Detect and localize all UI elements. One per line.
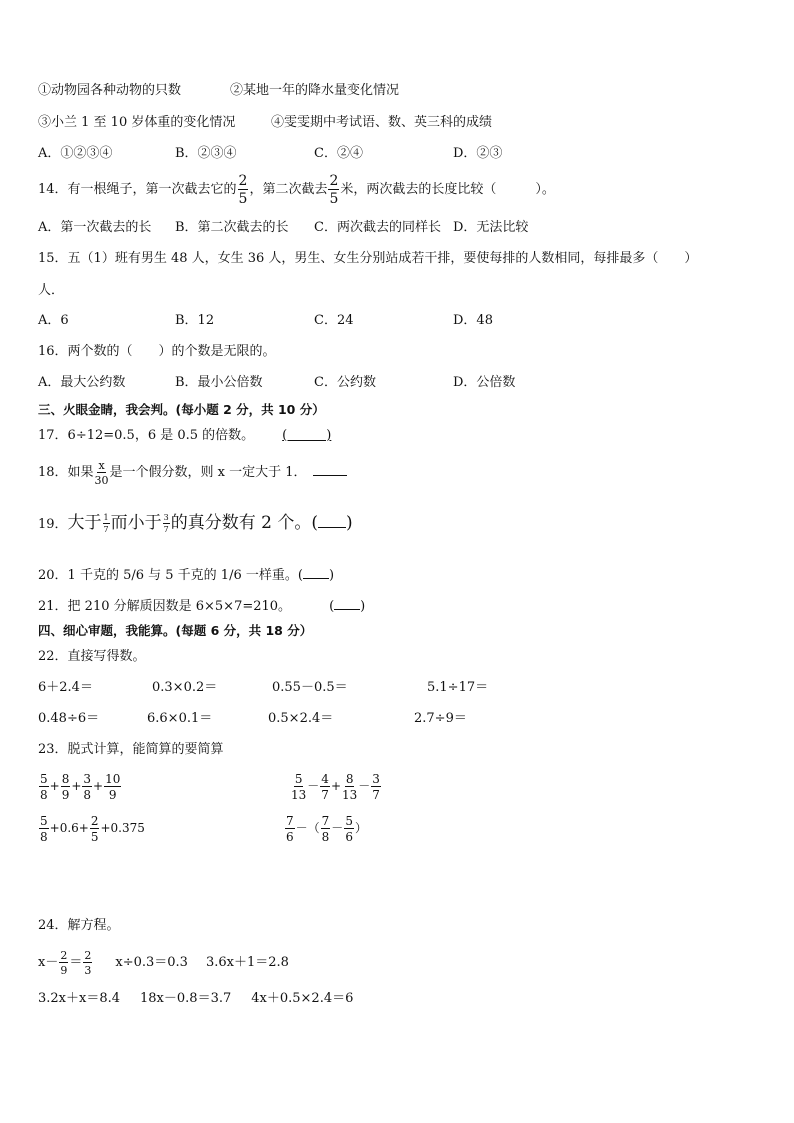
q22-item-2: 0.3×0.2＝ (152, 680, 218, 695)
q21-answer-blank[interactable] (334, 597, 360, 610)
q21-close-paren: ) (360, 599, 366, 614)
q22-item-4: 5.1÷17＝ (427, 680, 489, 695)
q23-e3-frac-2: $\frac{2}{5}$ (90, 813, 99, 844)
q15-choice-c: C．24 (314, 313, 354, 328)
section-3-heading: 三、火眼金睛，我会判。(每小题 2 分，共 10 分） (38, 402, 325, 417)
q20-close-paren: ) (328, 568, 335, 583)
q20-answer-blank[interactable] (303, 566, 329, 579)
option-2: ②某地一年的降水量变化情况 (230, 83, 400, 98)
q14-mid: ，第二次截去 (249, 182, 328, 197)
question-15-line2: 人． (38, 283, 65, 298)
option-3: ③小兰 1 至 10 岁体重的变化情况 (38, 115, 236, 130)
q23-e3-frac-1: $\frac{5}{8}$ (40, 813, 48, 844)
question-16: 16．两个数的（ ）的个数是无限的。 (38, 344, 276, 359)
question-24-title: 24．解方程。 (38, 918, 120, 933)
q13-choice-a: A．①②③④ (38, 146, 113, 161)
q14-choice-b: B．第二次截去的长 (175, 220, 289, 235)
q16-choice-a: A．最大公约数 (38, 375, 126, 390)
q18-fraction: $\frac{x}{30}$ (94, 458, 109, 487)
q21-text: 21．把 210 分解质因数是 6×5×7=210。 (38, 599, 292, 614)
q23-e4-frac-1: $\frac{7}{6}$ (286, 813, 294, 844)
q24-eq2: x÷0.3＝0.3 (115, 955, 188, 970)
q23-e2-frac-4: $\frac{3}{7}$ (372, 771, 380, 802)
q22-item-5: 0.48÷6＝ (38, 711, 100, 726)
q16-choice-c: C．公约数 (314, 375, 376, 390)
q14-choice-d: D．无法比较 (453, 220, 529, 235)
q23-e1-frac-3: $\frac{3}{8}$ (83, 771, 92, 802)
q22-item-6: 6.6×0.1＝ (147, 711, 213, 726)
question-23-title: 23．脱式计算，能简算的要简算 (38, 742, 224, 757)
q19-fraction-1: $\frac{1}{7}$ (103, 512, 109, 534)
q23-e1-frac-2: $\frac{8}{9}$ (61, 771, 70, 802)
q14-prefix: 14．有一根绳子，第一次截去它的 (38, 182, 237, 197)
question-21 (38, 597, 365, 615)
q23-expression-1: $\frac{5}{8}$ + $\frac{8}{9}$ + $\frac{3}{8}$ + $\frac{10}{9}$ (40, 771, 121, 802)
q24-eq1-frac-1: $\frac{2}{9}$ (60, 948, 68, 977)
q23-e1-frac-4: $\frac{10}{9}$ (105, 771, 121, 802)
q21-open-paren: ( (329, 599, 335, 614)
q24-eq6: 4x＋0.5×2.4＝6 (251, 991, 354, 1006)
question-18 (38, 455, 347, 491)
q18-suffix: 是一个假分数，则 x 一定大于 1． (109, 465, 307, 480)
question-15-line1: 15．五（1）班有男生 48 人，女生 36 人，男生、女生分别站成若干排，要使每排的人数相同，每排最多（ ） (38, 251, 698, 266)
option-4: ④雯雯期中考试语、数、英三科的成绩 (271, 115, 493, 130)
q22-item-3: 0.55－0.5＝ (272, 680, 348, 695)
q24-row-1: x－ $\frac{2}{9}$ ＝ $\frac{2}{3}$ x÷0.3＝0.3 3.6x＋1＝2.8 (38, 948, 289, 977)
q17-blank: ( ) (282, 428, 332, 443)
q15-choice-b: B．12 (175, 313, 215, 328)
q13-choice-b: B．②③④ (175, 146, 237, 161)
q14-suffix: 米，两次截去的长度比较（ ）。 (340, 182, 555, 197)
q19-answer-blank[interactable] (318, 513, 346, 528)
question-20 (38, 566, 334, 584)
q19-text-c: 的真分数有 2 个。( (170, 513, 318, 533)
q23-e4-frac-3: $\frac{5}{6}$ (345, 813, 353, 844)
q20-text: 20．1 千克的 5/6 与 5 千克的 1/6 一样重。( (38, 568, 303, 583)
option-1: ①动物园各种动物的只数 (38, 83, 182, 98)
q13-choice-d: D．②③ (453, 146, 503, 161)
q24-row-2 (38, 991, 353, 1007)
q24-eq1-frac-2: $\frac{2}{3}$ (84, 948, 92, 977)
q15-choice-d: D．48 (453, 313, 493, 328)
q23-e4-frac-2: $\frac{7}{8}$ (321, 813, 330, 844)
q19-number: 19． (38, 517, 68, 532)
q23-expression-2: $\frac{5}{13}$ － $\frac{4}{7}$ + $\frac{8}{13}$ － $\frac{3}{7}$ (291, 771, 380, 802)
q18-answer-blank[interactable] (313, 463, 347, 476)
q23-e2-frac-3: $\frac{8}{13}$ (342, 771, 358, 802)
q24-eq3: 3.6x＋1＝2.8 (205, 955, 289, 970)
q24-eq1-left: x－ (38, 955, 59, 970)
q16-choice-d: D．公倍数 (453, 375, 516, 390)
q24-eq5: 18x－0.8＝3.7 (140, 991, 232, 1006)
q22-item-7: 0.5×2.4＝ (268, 711, 334, 726)
q19-fraction-2: $\frac{3}{7}$ (163, 512, 169, 534)
section-4-heading: 四、细心审题，我能算。(每题 6 分，共 18 分） (38, 623, 313, 638)
q23-e2-frac-1: $\frac{5}{13}$ (291, 771, 307, 802)
q14-fraction-1: $\frac{2}{5}$ (238, 172, 248, 207)
q18-prefix: 18．如果 (38, 465, 94, 480)
q14-fraction-2: $\frac{2}{5}$ (329, 172, 339, 207)
q19-text-a: 大于 (67, 513, 102, 533)
question-22-title: 22．直接写得数。 (38, 649, 146, 664)
q14-choice-a: A．第一次截去的长 (38, 220, 152, 235)
q24-eq4: 3.2x＋x＝8.4 (38, 991, 121, 1006)
q23-e2-frac-2: $\frac{4}{7}$ (321, 771, 329, 802)
q22-item-8: 2.7÷9＝ (414, 711, 467, 726)
q16-choice-b: B．最小公倍数 (175, 375, 263, 390)
q13-choice-c: C．②④ (314, 146, 363, 161)
q19-text-d: ) (346, 513, 353, 533)
question-14 (38, 172, 555, 208)
question-19 (38, 512, 353, 536)
q19-text-b: 而小于 (110, 513, 162, 533)
q15-choice-a: A．6 (38, 313, 69, 328)
q23-e1-frac-1: $\frac{5}{8}$ (40, 771, 48, 802)
q14-choice-c: C．两次截去的同样长 (314, 220, 441, 235)
q17-text: 17．6÷12=0.5，6 是 0.5 的倍数。 (38, 428, 255, 443)
q22-item-1: 6＋2.4＝ (38, 680, 93, 695)
question-17 (38, 428, 331, 444)
q23-expression-4: $\frac{7}{6}$ －（ $\frac{7}{8}$ － $\frac{5}{6}$ ） (286, 813, 367, 844)
q23-expression-3: $\frac{5}{8}$ +0.6+ $\frac{2}{5}$ +0.375 (40, 813, 145, 844)
